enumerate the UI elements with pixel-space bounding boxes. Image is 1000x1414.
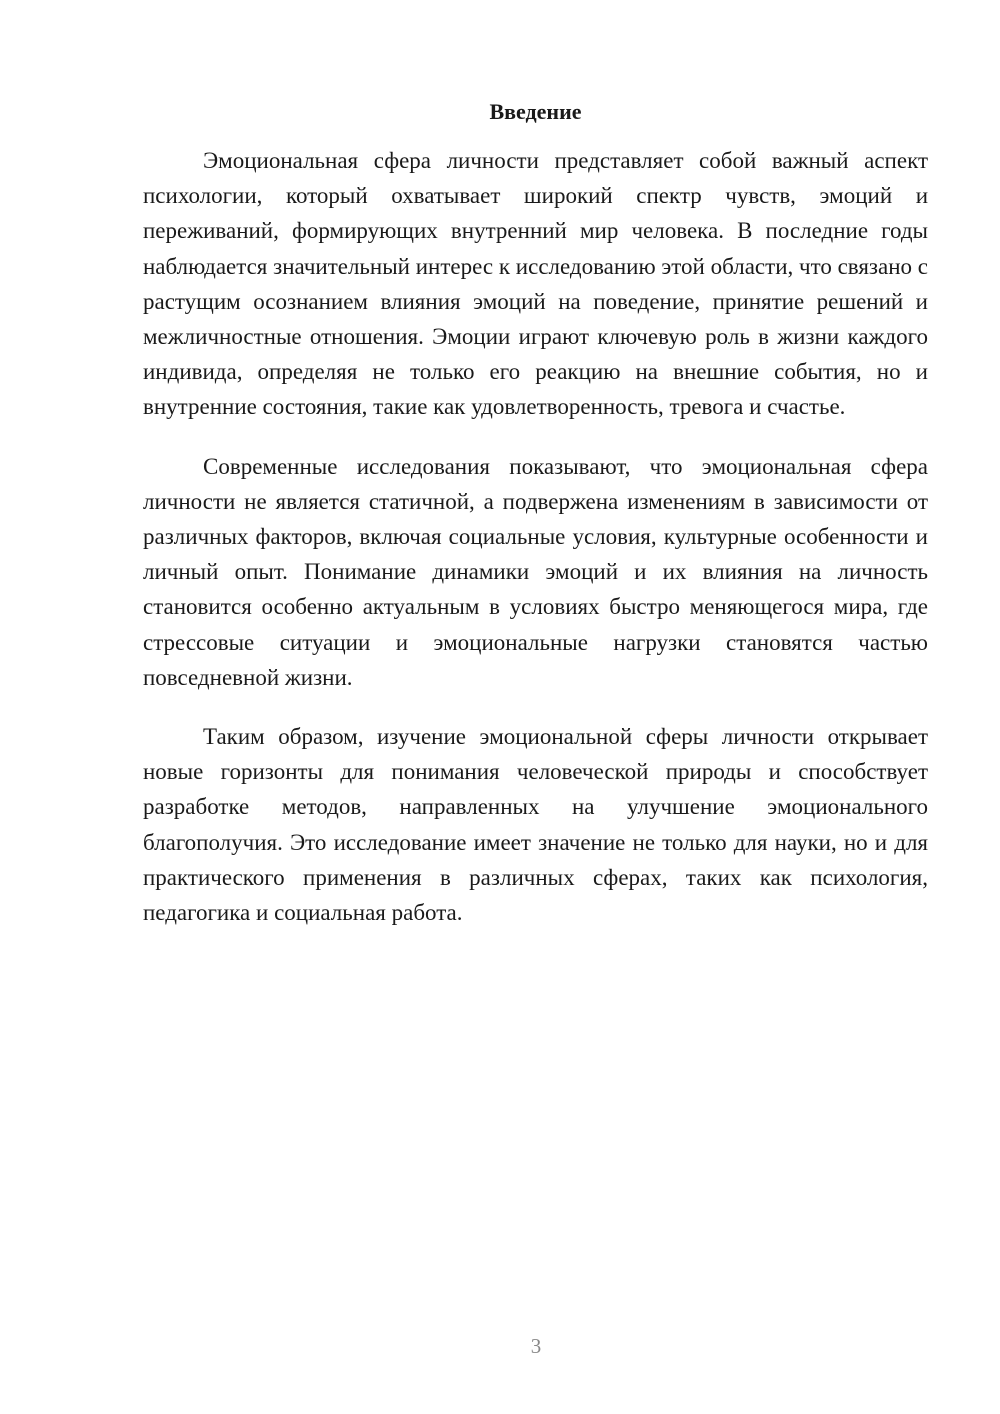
paragraph-3: Таким образом, изучение эмоциональной сферы личности открывает новые горизонты для понимания человеческой природы и способствует разработке методов, направленных на улучшение эмоционального благополучия. Это исследование имеет значение не только для науки, но и для практического применения в различных сферах, таких как психология, педагогика и социальная работа. <box>143 724 928 926</box>
body-text <box>143 143 928 954</box>
paragraph-2: Современные исследования показывают, что эмоциональная сфера личности не является статичной, а подвержена изменениям в зависимости от различных факторов, включая социальные условия, культурные особенности и личный опыт. Понимание динамики эмоций и их влияния на личность становится особенно актуальным в условиях быстро меняющегося мира, где стрессовые ситуации и эмоциональные нагрузки становятся частью повседневной жизни. <box>143 453 928 690</box>
paragraph-1: Эмоциональная сфера личности представляет собой важный аспект психологии, который охватывает широкий спектр чувств, эмоций и переживаний, формирующих внутренний мир человека. В последние годы наблюдается значительный интерес к исследованию этой области, что связано с растущим осознанием влияния эмоций на поведение, принятие решений и межличностные отношения. Эмоции играют ключевую роль в жизни каждого индивида, определяя не только его реакцию на внешние события, но и внутренние состояния, такие как удовлетворенность, тревога и счастье. <box>143 148 928 420</box>
page-number: 3 <box>530 1334 542 1358</box>
section-title: Введение <box>489 99 582 124</box>
